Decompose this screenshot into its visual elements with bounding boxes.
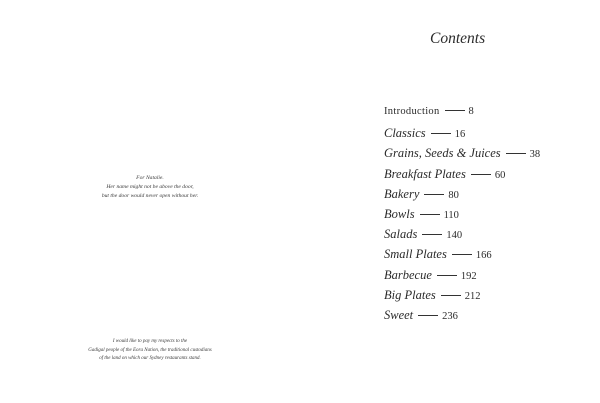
toc-entry[interactable] xyxy=(384,247,540,267)
toc-entry[interactable] xyxy=(384,167,540,187)
toc-leader-dash xyxy=(420,214,440,215)
toc-entry-page-number: 166 xyxy=(475,250,492,262)
toc-entry-label: Introduction xyxy=(384,106,440,117)
toc-entry-label: Sweet xyxy=(384,307,414,322)
dedication-line: For Natalie. xyxy=(136,175,164,181)
toc-leader-dash xyxy=(424,194,444,195)
toc-entry[interactable] xyxy=(384,187,540,207)
toc-entry-label: Big Plates xyxy=(384,287,436,302)
toc-entry[interactable] xyxy=(384,207,540,227)
toc-leader-dash xyxy=(506,153,526,154)
acknowledgement-line: Gadigal people of the Eora Nation, the traditional custodians xyxy=(88,347,212,353)
dedication xyxy=(0,174,300,201)
contents-title: Contents xyxy=(430,30,486,47)
toc-entry[interactable] xyxy=(384,106,540,126)
toc-entry-page-number: 110 xyxy=(443,209,459,221)
toc-entry[interactable] xyxy=(384,126,540,146)
toc-entry[interactable] xyxy=(384,268,540,288)
toc-leader-dash xyxy=(418,315,438,316)
toc-entry-label: Classics xyxy=(384,126,426,141)
toc-entry[interactable] xyxy=(384,308,540,328)
toc-entry-page-number: 16 xyxy=(454,129,466,141)
acknowledgement-line: I would like to pay my respects to the xyxy=(112,339,188,344)
acknowledgement-line: of the land on which our Sydney restaurants stand. xyxy=(99,356,201,361)
toc-leader-dash xyxy=(422,234,442,235)
toc-entry[interactable] xyxy=(384,227,540,247)
toc-entry-label: Barbecue xyxy=(384,267,432,282)
table-of-contents xyxy=(384,106,540,328)
toc-entry[interactable] xyxy=(384,146,540,166)
toc-leader-dash xyxy=(431,133,451,134)
toc-entry-label: Bowls xyxy=(384,206,415,221)
toc-entry-page-number: 80 xyxy=(448,189,459,201)
toc-entry-label: Bakery xyxy=(384,186,420,201)
dedication-line: Her name might not be above the door, xyxy=(106,184,194,190)
toc-leader-dash xyxy=(471,174,491,175)
toc-entry-page-number: 8 xyxy=(468,106,474,117)
toc-entry-label: Grains, Seeds & Juices xyxy=(384,146,501,161)
toc-leader-dash xyxy=(445,110,465,111)
toc-entry[interactable] xyxy=(384,288,540,308)
toc-leader-dash xyxy=(437,275,457,276)
toc-leader-dash xyxy=(452,254,472,255)
toc-leader-dash xyxy=(441,295,461,296)
toc-entry-label: Small Plates xyxy=(384,247,447,262)
acknowledgement-of-country xyxy=(0,338,300,364)
toc-entry-page-number: 236 xyxy=(442,310,458,322)
toc-entry-label: Breakfast Plates xyxy=(384,166,466,181)
toc-entry-page-number: 60 xyxy=(494,169,506,181)
toc-entry-page-number: 38 xyxy=(529,149,541,161)
toc-entry-label: Salads xyxy=(384,227,418,242)
toc-entry-page-number: 140 xyxy=(446,230,463,242)
toc-entry-page-number: 192 xyxy=(460,270,477,282)
dedication-line: but the door would never open without her. xyxy=(101,193,199,199)
toc-entry-page-number: 212 xyxy=(464,290,481,302)
